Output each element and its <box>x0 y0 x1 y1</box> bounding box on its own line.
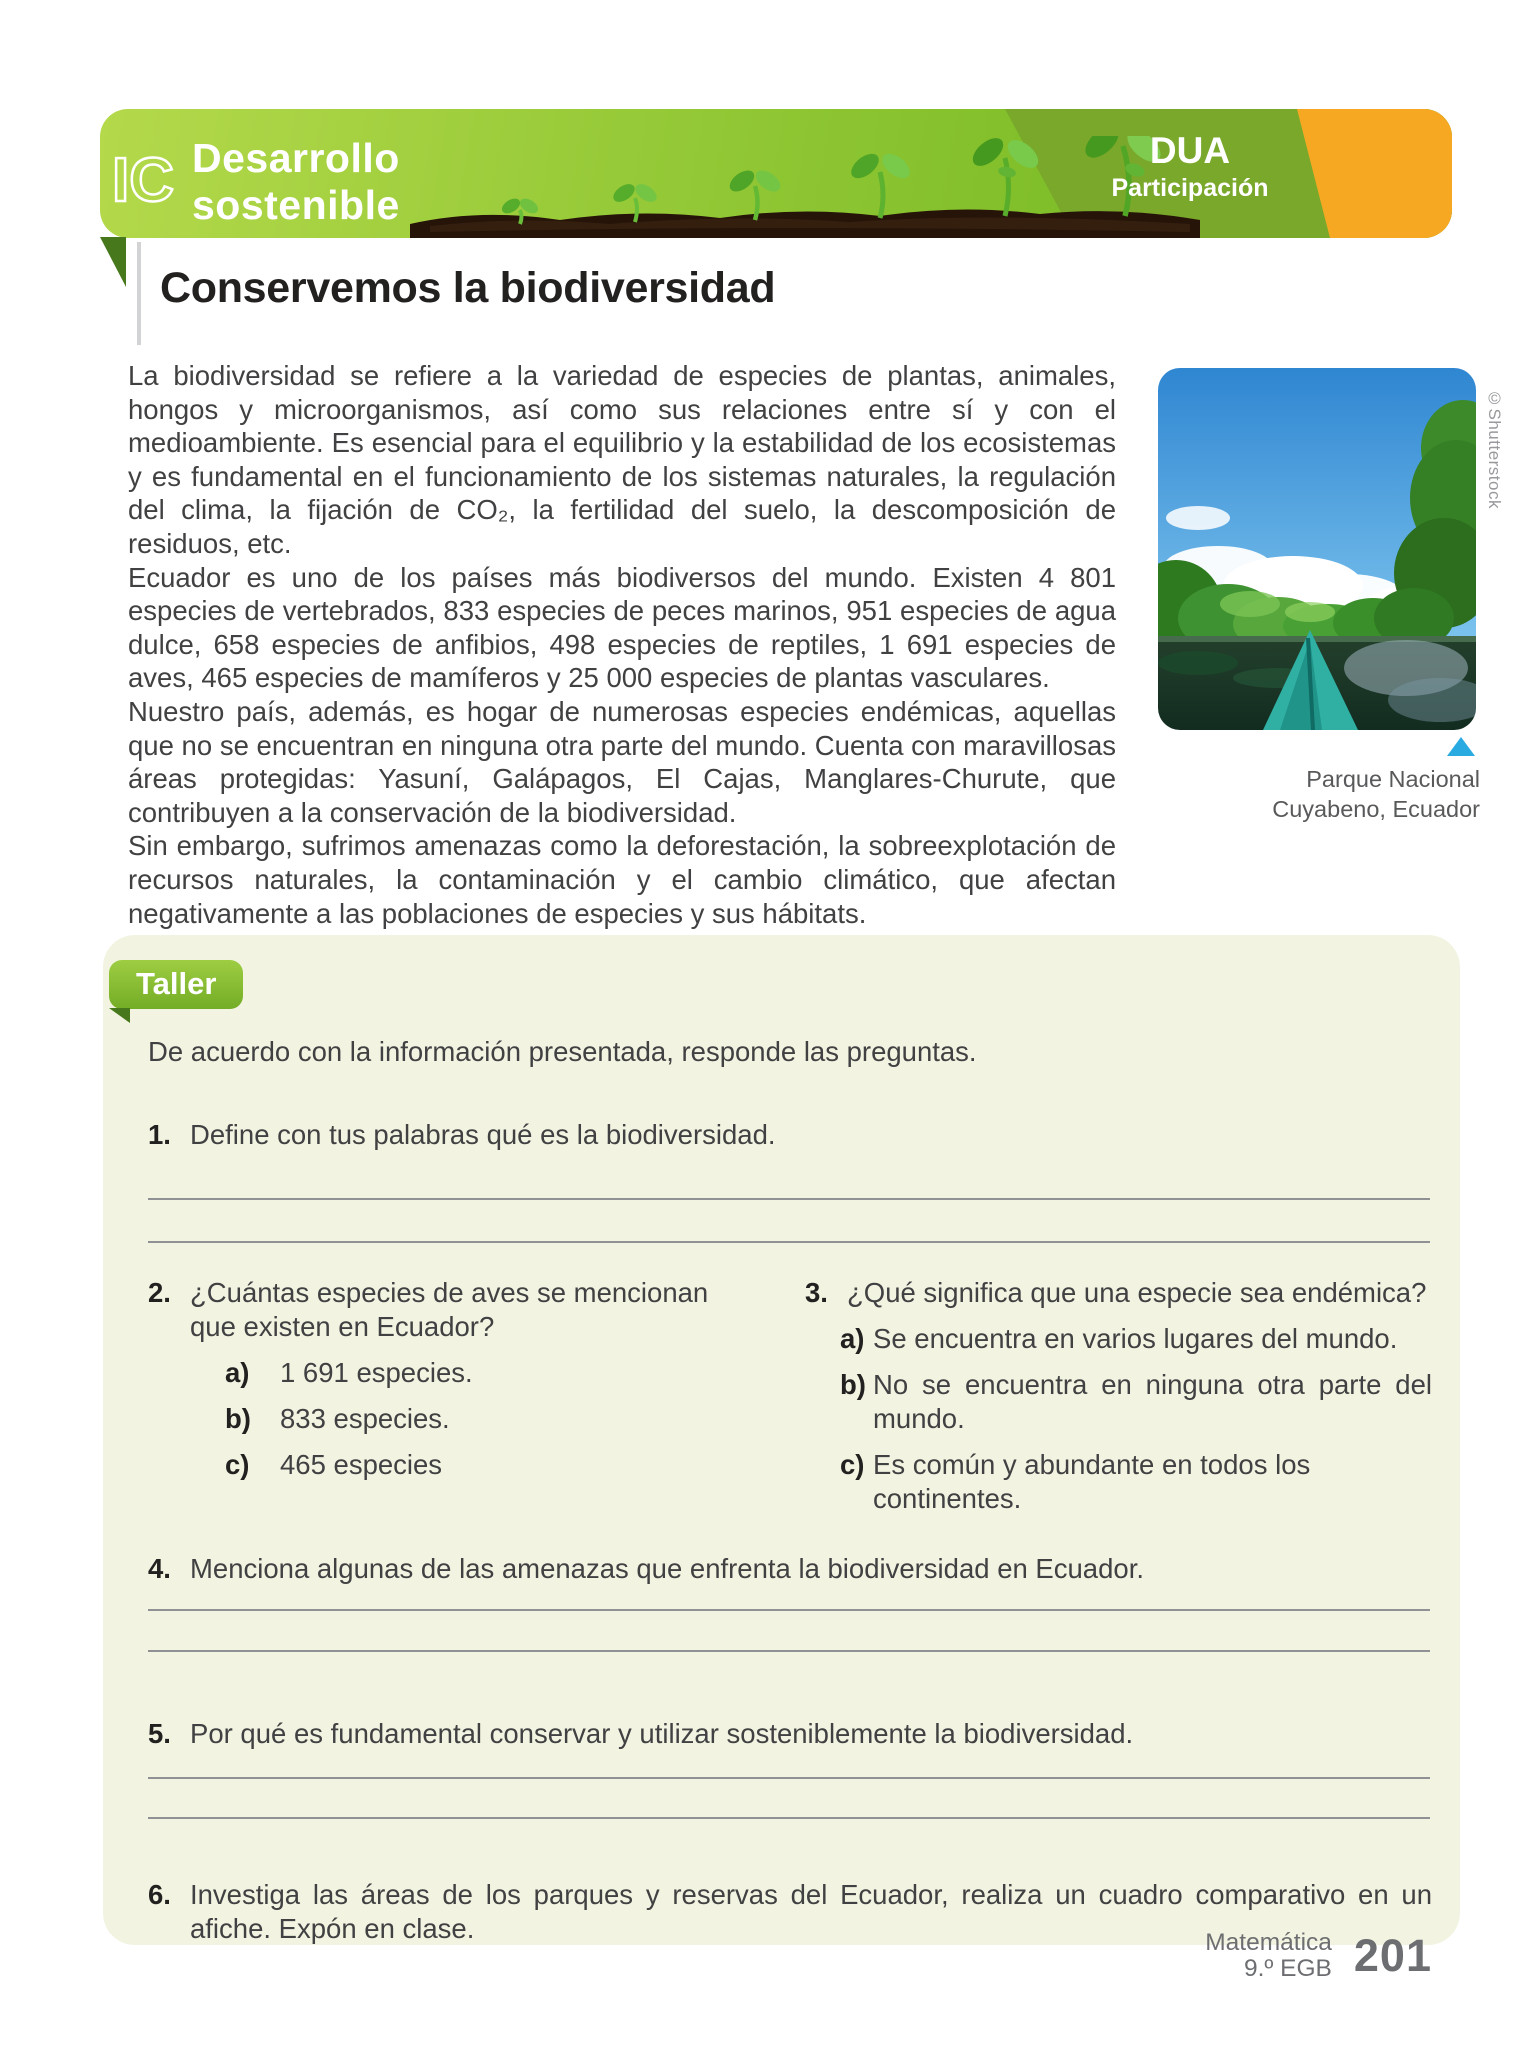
taller-content <box>148 1035 1432 1946</box>
question-text: Menciona algunas de las amenazas que enfrenta la biodiversidad en Ecuador. <box>190 1553 1144 1584</box>
option-label: a) <box>840 1323 865 1354</box>
ic-logo <box>110 141 202 222</box>
footer-grade: 9.º EGB <box>1243 1955 1332 1982</box>
article-paragraph: Sin embargo, sufrimos amenazas como la deforestación, la sobreexplotación de recursos naturales, la contaminación y el cambio climático, que afectan negativamente a las poblaciones de especies y sus hábitats. <box>128 830 1116 929</box>
caption-pointer-icon <box>1447 737 1475 756</box>
question-number: 2. <box>148 1277 171 1308</box>
question-text: Por qué es fundamental conservar y utilizar sosteniblemente la biodiversidad. <box>190 1718 1134 1749</box>
article-paragraph: Nuestro país, además, es hogar de numerosas especies endémicas, aquellas que no se encuentran en ninguna otra parte del mundo. Cuenta con maravillosas áreas protegidas: Yasuní, Galápagos, El Cajas, Manglares-Churute, que contribuyen a la conservación de la biodiversidad. <box>128 695 1116 828</box>
option-b <box>840 1368 1432 1436</box>
question-3 <box>805 1276 1432 1516</box>
question-4 <box>148 1552 1432 1586</box>
title-accent-bar <box>137 242 141 345</box>
dua-label: DUA <box>1149 130 1231 171</box>
question-text: ¿Qué significa que una especie sea endémica? <box>847 1277 1427 1308</box>
taller-intro: De acuerdo con la información presentada, responde las preguntas. <box>148 1036 977 1067</box>
question-row <box>148 1276 1432 1516</box>
taller-tab: Taller <box>109 960 243 1009</box>
question-number: 1. <box>148 1119 171 1150</box>
question-1 <box>148 1118 1432 1152</box>
question-text: Define con tus palabras qué es la biodiversidad. <box>190 1119 776 1150</box>
answer-line <box>148 1650 1430 1652</box>
answer-line <box>148 1817 1430 1819</box>
article-paragraph: La biodiversidad se refiere a la variedad de especies de plantas, animales, hongos y microorganismos, así como sus relaciones entre sí y con el medioambiente. Es esencial para el equilibrio y la estabilidad de los ecosistemas y es fundamental en el funcionamiento de los sistemas naturales, la regulación del clima, la fijación de CO₂, la fertilidad del suelo, la descomposición de residuos, etc. <box>128 360 1116 559</box>
option-a <box>225 1356 723 1390</box>
option-label: b) <box>840 1369 866 1400</box>
banner-title <box>192 135 400 229</box>
footer-meta <box>1205 1930 1332 1982</box>
option-text: No se encuentra en ninguna otra parte del mundo. <box>873 1369 1432 1434</box>
answer-line <box>148 1198 1430 1200</box>
question-text: Investiga las áreas de los parques y reservas del Ecuador, realiza un cuadro comparativo en un afiche. Expón en clase. <box>190 1879 1432 1944</box>
question-number: 6. <box>148 1879 171 1910</box>
option-text: Es común y abundante en todos los continentes. <box>873 1449 1311 1514</box>
article-paragraph: Ecuador es uno de los países más biodiversos del mundo. Existen 4 801 especies de vertebrados, 833 especies de peces marinos, 951 especies de agua dulce, 658 especies de anfibios, 498 especies de reptiles, 1 691 especies de aves, 465 especies de mamíferos y 25 000 especies de plantas vasculares. <box>128 561 1116 694</box>
photo-caption-line2: Cuyabeno, Ecuador <box>1272 796 1480 822</box>
option-label: b) <box>225 1403 251 1434</box>
question-header <box>148 1276 723 1344</box>
question-5 <box>148 1717 1432 1751</box>
photo-caption-line1: Parque Nacional <box>1306 766 1480 792</box>
ic-logo-outline <box>110 141 202 217</box>
question-2 <box>148 1276 723 1516</box>
page-footer <box>1205 1930 1432 1982</box>
question-text: ¿Cuántas especies de aves se mencionan que existen en Ecuador? <box>190 1277 709 1342</box>
option-text: Se encuentra en varios lugares del mundo. <box>873 1323 1398 1354</box>
header-banner <box>100 109 1452 238</box>
banner-title-line1: Desarrollo <box>192 135 400 181</box>
banner-title-line2: sostenible <box>192 182 400 228</box>
taller-panel <box>103 935 1460 1945</box>
footer-subject: Matemática <box>1205 1929 1332 1956</box>
option-label: c) <box>840 1449 865 1480</box>
option-a <box>840 1322 1432 1356</box>
option-text: 465 especies <box>280 1449 443 1480</box>
question-number: 4. <box>148 1553 171 1584</box>
svg-text:IC: IC <box>112 146 174 215</box>
option-b <box>225 1402 723 1436</box>
option-label: a) <box>225 1357 250 1388</box>
article-body <box>128 359 1116 930</box>
option-text: 833 especies. <box>280 1403 450 1434</box>
page-number: 201 <box>1353 1930 1432 1981</box>
question-header <box>805 1276 1432 1310</box>
question-number: 3. <box>805 1277 828 1308</box>
option-text: 1 691 especies. <box>280 1357 473 1388</box>
photo-credit: ©Shutterstock <box>1485 389 1504 509</box>
option-c <box>225 1448 723 1482</box>
option-label: c) <box>225 1449 250 1480</box>
dua-sublabel: Participación <box>1111 174 1269 202</box>
question-number: 5. <box>148 1718 171 1749</box>
banner-fold <box>100 237 126 287</box>
answer-line <box>148 1241 1430 1243</box>
jungle-river-illustration <box>1158 368 1476 730</box>
taller-tab-fold <box>109 1008 130 1023</box>
answer-line <box>148 1777 1430 1779</box>
dua-badge <box>1075 131 1305 202</box>
photo-caption <box>1120 764 1480 824</box>
option-c <box>840 1448 1432 1516</box>
page-title: Conservemos la biodiversidad <box>160 264 776 312</box>
answer-line <box>148 1609 1430 1611</box>
cuyabeno-photo <box>1158 368 1476 730</box>
